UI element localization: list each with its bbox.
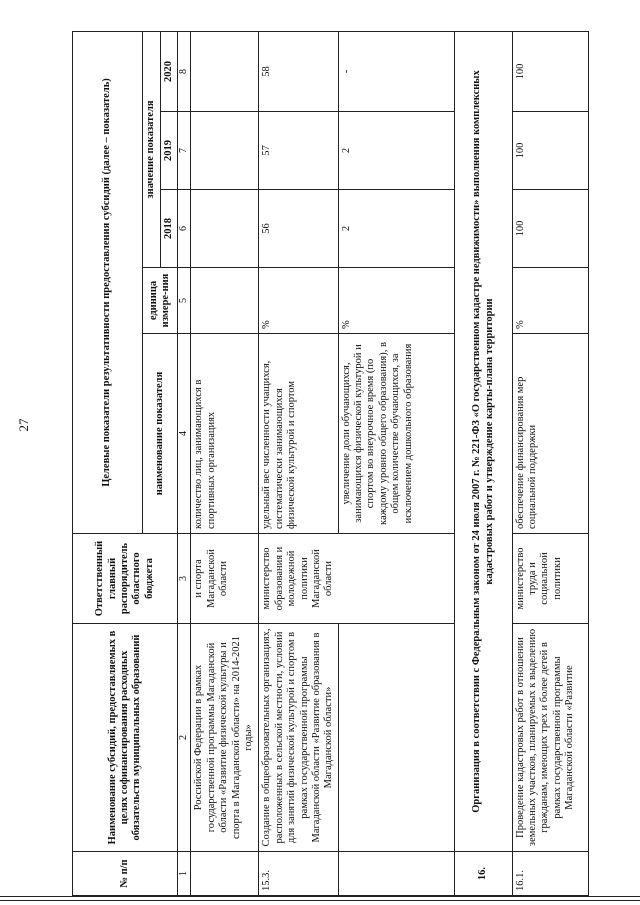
column-number: 3 [178, 534, 191, 624]
header-indicator-name: наименование показателя [143, 334, 178, 534]
section-number: 16. [454, 852, 512, 896]
indicator-unit: % [259, 268, 338, 334]
subsidy-table [72, 31, 589, 896]
value-2020: 58 [259, 32, 338, 112]
header-indicator-values: значение показателя [143, 32, 161, 268]
subsidy-name: Российской Федерации в рамках государственной программы Магаданской области «Развитие физической культуры и спорта в Магаданской области» на 2014-2021 годы» [191, 624, 259, 852]
column-number: 8 [178, 32, 191, 112]
page-edge-line [0, 896, 640, 897]
column-number: 2 [178, 624, 191, 852]
indicator-unit [191, 268, 259, 334]
value-2020: - [338, 32, 454, 112]
value-2018 [191, 190, 259, 268]
column-number: 5 [178, 268, 191, 334]
rotated-document [72, 32, 602, 896]
subsidy-name: Проведение кадастровых работ в отношении земельных участков, планируемых к выделению гражданам, имеющих трех и более детей в рамках государственной программы Магаданской области «Развитие [512, 624, 588, 852]
row-number: 16.1. [512, 852, 588, 896]
column-number: 1 [178, 852, 191, 896]
column-number: 7 [178, 112, 191, 190]
table-row [338, 32, 454, 896]
row-number [191, 852, 259, 896]
row-number: 15.3. [259, 852, 338, 896]
section-title: Организация в соответствии с Федеральным законом от 24 июля 2007 г. № 221-ФЗ «О государственном кадастре недвижимости» выполнения комплексных кадастровых работ и утверждение карты-плана территории [454, 32, 512, 852]
indicator-name: удельный вес численности учащихся, систематически занимающихся физической культурой и спортом [259, 334, 338, 534]
value-2019: 2 [338, 112, 454, 190]
indicator-name: обеспечение финансирования мер социальной поддержки [512, 334, 588, 534]
column-numbers-row [178, 32, 191, 896]
column-number: 6 [178, 190, 191, 268]
value-2019 [191, 112, 259, 190]
indicator-unit: % [338, 268, 454, 334]
value-2020: 100 [512, 32, 588, 112]
header-no: № п/п [73, 852, 178, 896]
table-row [191, 32, 259, 896]
indicator-name: количество лиц, занимающихся в спортивных организациях [191, 334, 259, 534]
indicator-name: увеличение доли обучающихся, занимающихся физической культурой и спортом во внеурочное время (по каждому уровню общего образования), в общем количестве обучающихся, за исключением дошкольного образования [338, 334, 454, 534]
value-2018: 2 [338, 190, 454, 268]
value-2018: 56 [259, 190, 338, 268]
header-subsidy-name: Наименование субсидий, предоставляемых в целях софинансирования расходных обязательств муниципальных образований [73, 624, 178, 852]
value-2019: 100 [512, 112, 588, 190]
page-number: 27 [16, 418, 31, 432]
responsible-body: министерство труда и социальной политики [512, 534, 588, 624]
section-row [454, 32, 512, 896]
header-responsible: Ответственный главный распорядитель областного бюджета [73, 534, 178, 624]
header-year-2018: 2018 [161, 190, 178, 268]
header-year-2019: 2019 [161, 112, 178, 190]
value-2019: 57 [259, 112, 338, 190]
responsible-body: и спорта Магаданской области [191, 534, 259, 624]
value-2020 [191, 32, 259, 112]
header-unit: единица измере-ния [143, 268, 178, 334]
column-number: 4 [178, 334, 191, 534]
table-row [512, 32, 588, 896]
responsible-body: министерство образования и молодежной политики Магаданской области [259, 534, 454, 624]
subsidy-name [338, 624, 454, 852]
header-target-indicators: Целевые показатели результативности предоставления субсидий (далее – показатель) [73, 32, 143, 534]
indicator-unit: % [512, 268, 588, 334]
row-number [338, 852, 454, 896]
page-edge-line [0, 900, 640, 901]
table-row [259, 32, 338, 896]
header-year-2020: 2020 [161, 32, 178, 112]
subsidy-name: Создание в общеобразовательных организациях, расположенных в сельской местности, условий для занятий физической культурой и спортом в рамках государственной программы Магаданской области «Развитие образования в Магаданской области» [259, 624, 338, 852]
value-2018: 100 [512, 190, 588, 268]
